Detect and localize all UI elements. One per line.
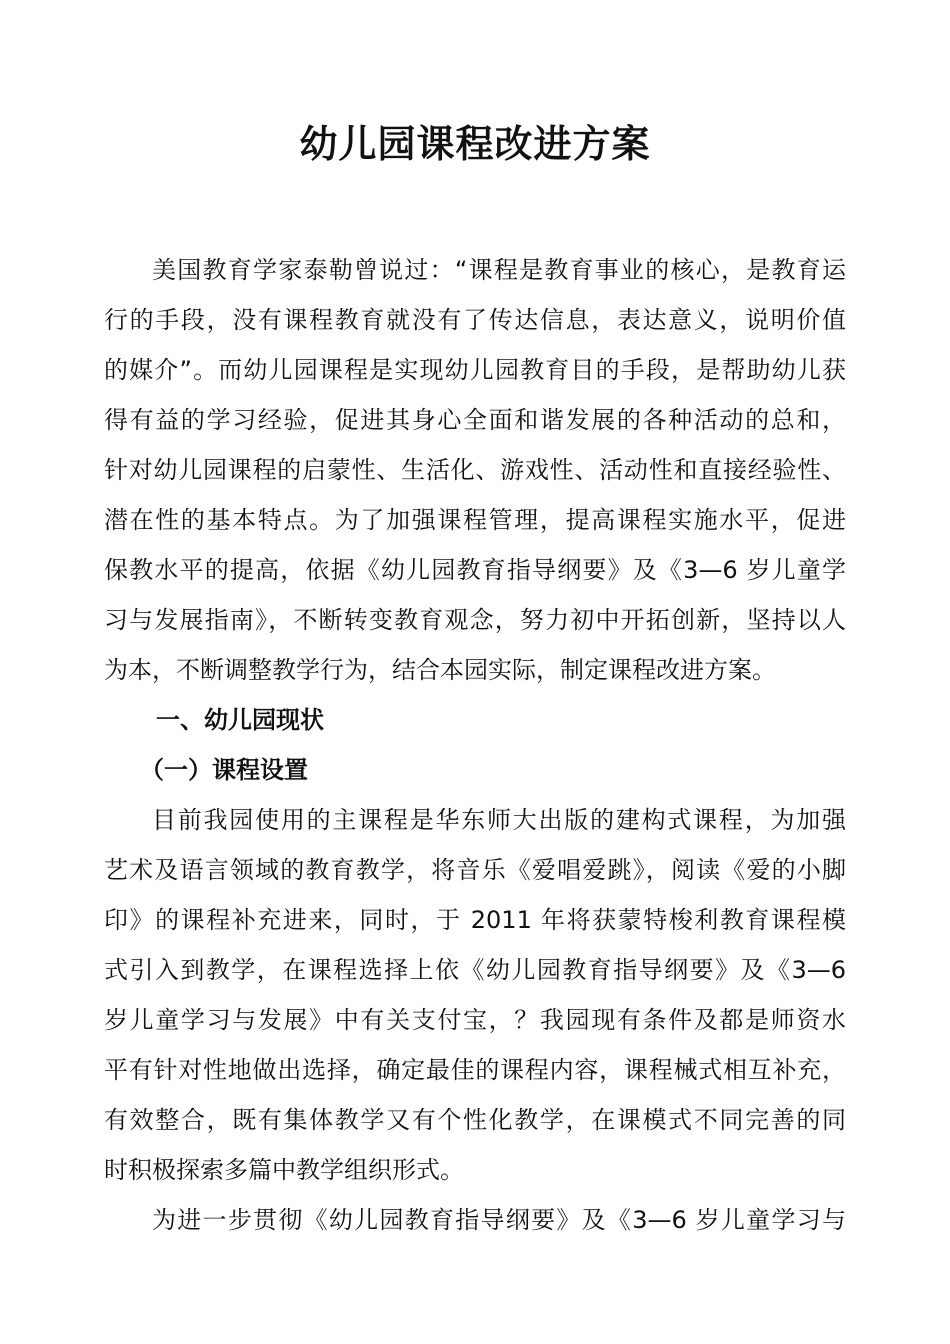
paragraph-line: 式引入到教学，在课程选择上依《幼儿园教育指导纲要》及《3—6	[104, 956, 846, 984]
paragraph-line: 针对幼儿园课程的启蒙性、生活化、游戏性、活动性和直接经验性、	[104, 456, 846, 484]
paragraph-line: 岁儿童学习与发展》中有关支付宝，？我园现有条件及都是师资水	[104, 1006, 846, 1034]
paragraph-line: 行的手段，没有课程教育就没有了传达信息，表达意义，说明价值	[104, 306, 846, 334]
paragraph-line: 有效整合，既有集体教学又有个性化教学，在课模式不同完善的同	[104, 1106, 846, 1134]
paragraph-line: 时积极探索多篇中教学组织形式。	[104, 1156, 464, 1184]
paragraph-line: 得有益的学习经验，促进其身心全面和谐发展的各种活动的总和，	[104, 406, 846, 434]
paragraph-line: 保教水平的提高，依据《幼儿园教育指导纲要》及《3—6 岁儿童学	[104, 556, 846, 584]
paragraph-line: 印》的课程补充进来，同时，于 2011 年将获蒙特梭利教育课程模	[104, 906, 846, 934]
subsection-heading: （一）课程设置	[140, 756, 308, 784]
paragraph-line: 艺术及语言领域的教育教学，将音乐《爱唱爱跳》，阅读《爱的小脚	[104, 856, 846, 884]
paragraph-line: 目前我园使用的主课程是华东师大出版的建构式课程，为加强	[152, 806, 846, 834]
paragraph-line: 为本，不断调整教学行为，结合本园实际，制定课程改进方案。	[104, 656, 776, 684]
paragraph-line: 为进一步贯彻《幼儿园教育指导纲要》及《3—6 岁儿童学习与	[152, 1206, 846, 1234]
section-heading: 一、幼儿园现状	[156, 706, 324, 734]
paragraph-line: 平有针对性地做出选择，确定最佳的课程内容，课程械式相互补充，	[104, 1056, 846, 1084]
paragraph-line: 美国教育学家泰勒曾说过：“课程是教育事业的核心，是教育运	[152, 256, 846, 284]
paragraph-line: 习与发展指南》，不断转变教育观念，努力初中开拓创新，坚持以人	[104, 606, 846, 634]
document-title: 幼儿园课程改进方案	[299, 122, 651, 166]
paragraph-line: 潜在性的基本特点。为了加强课程管理，提高课程实施水平，促进	[104, 506, 846, 534]
paragraph-line: 的媒介”。而幼儿园课程是实现幼儿园教育目的手段，是帮助幼儿获	[104, 356, 846, 384]
